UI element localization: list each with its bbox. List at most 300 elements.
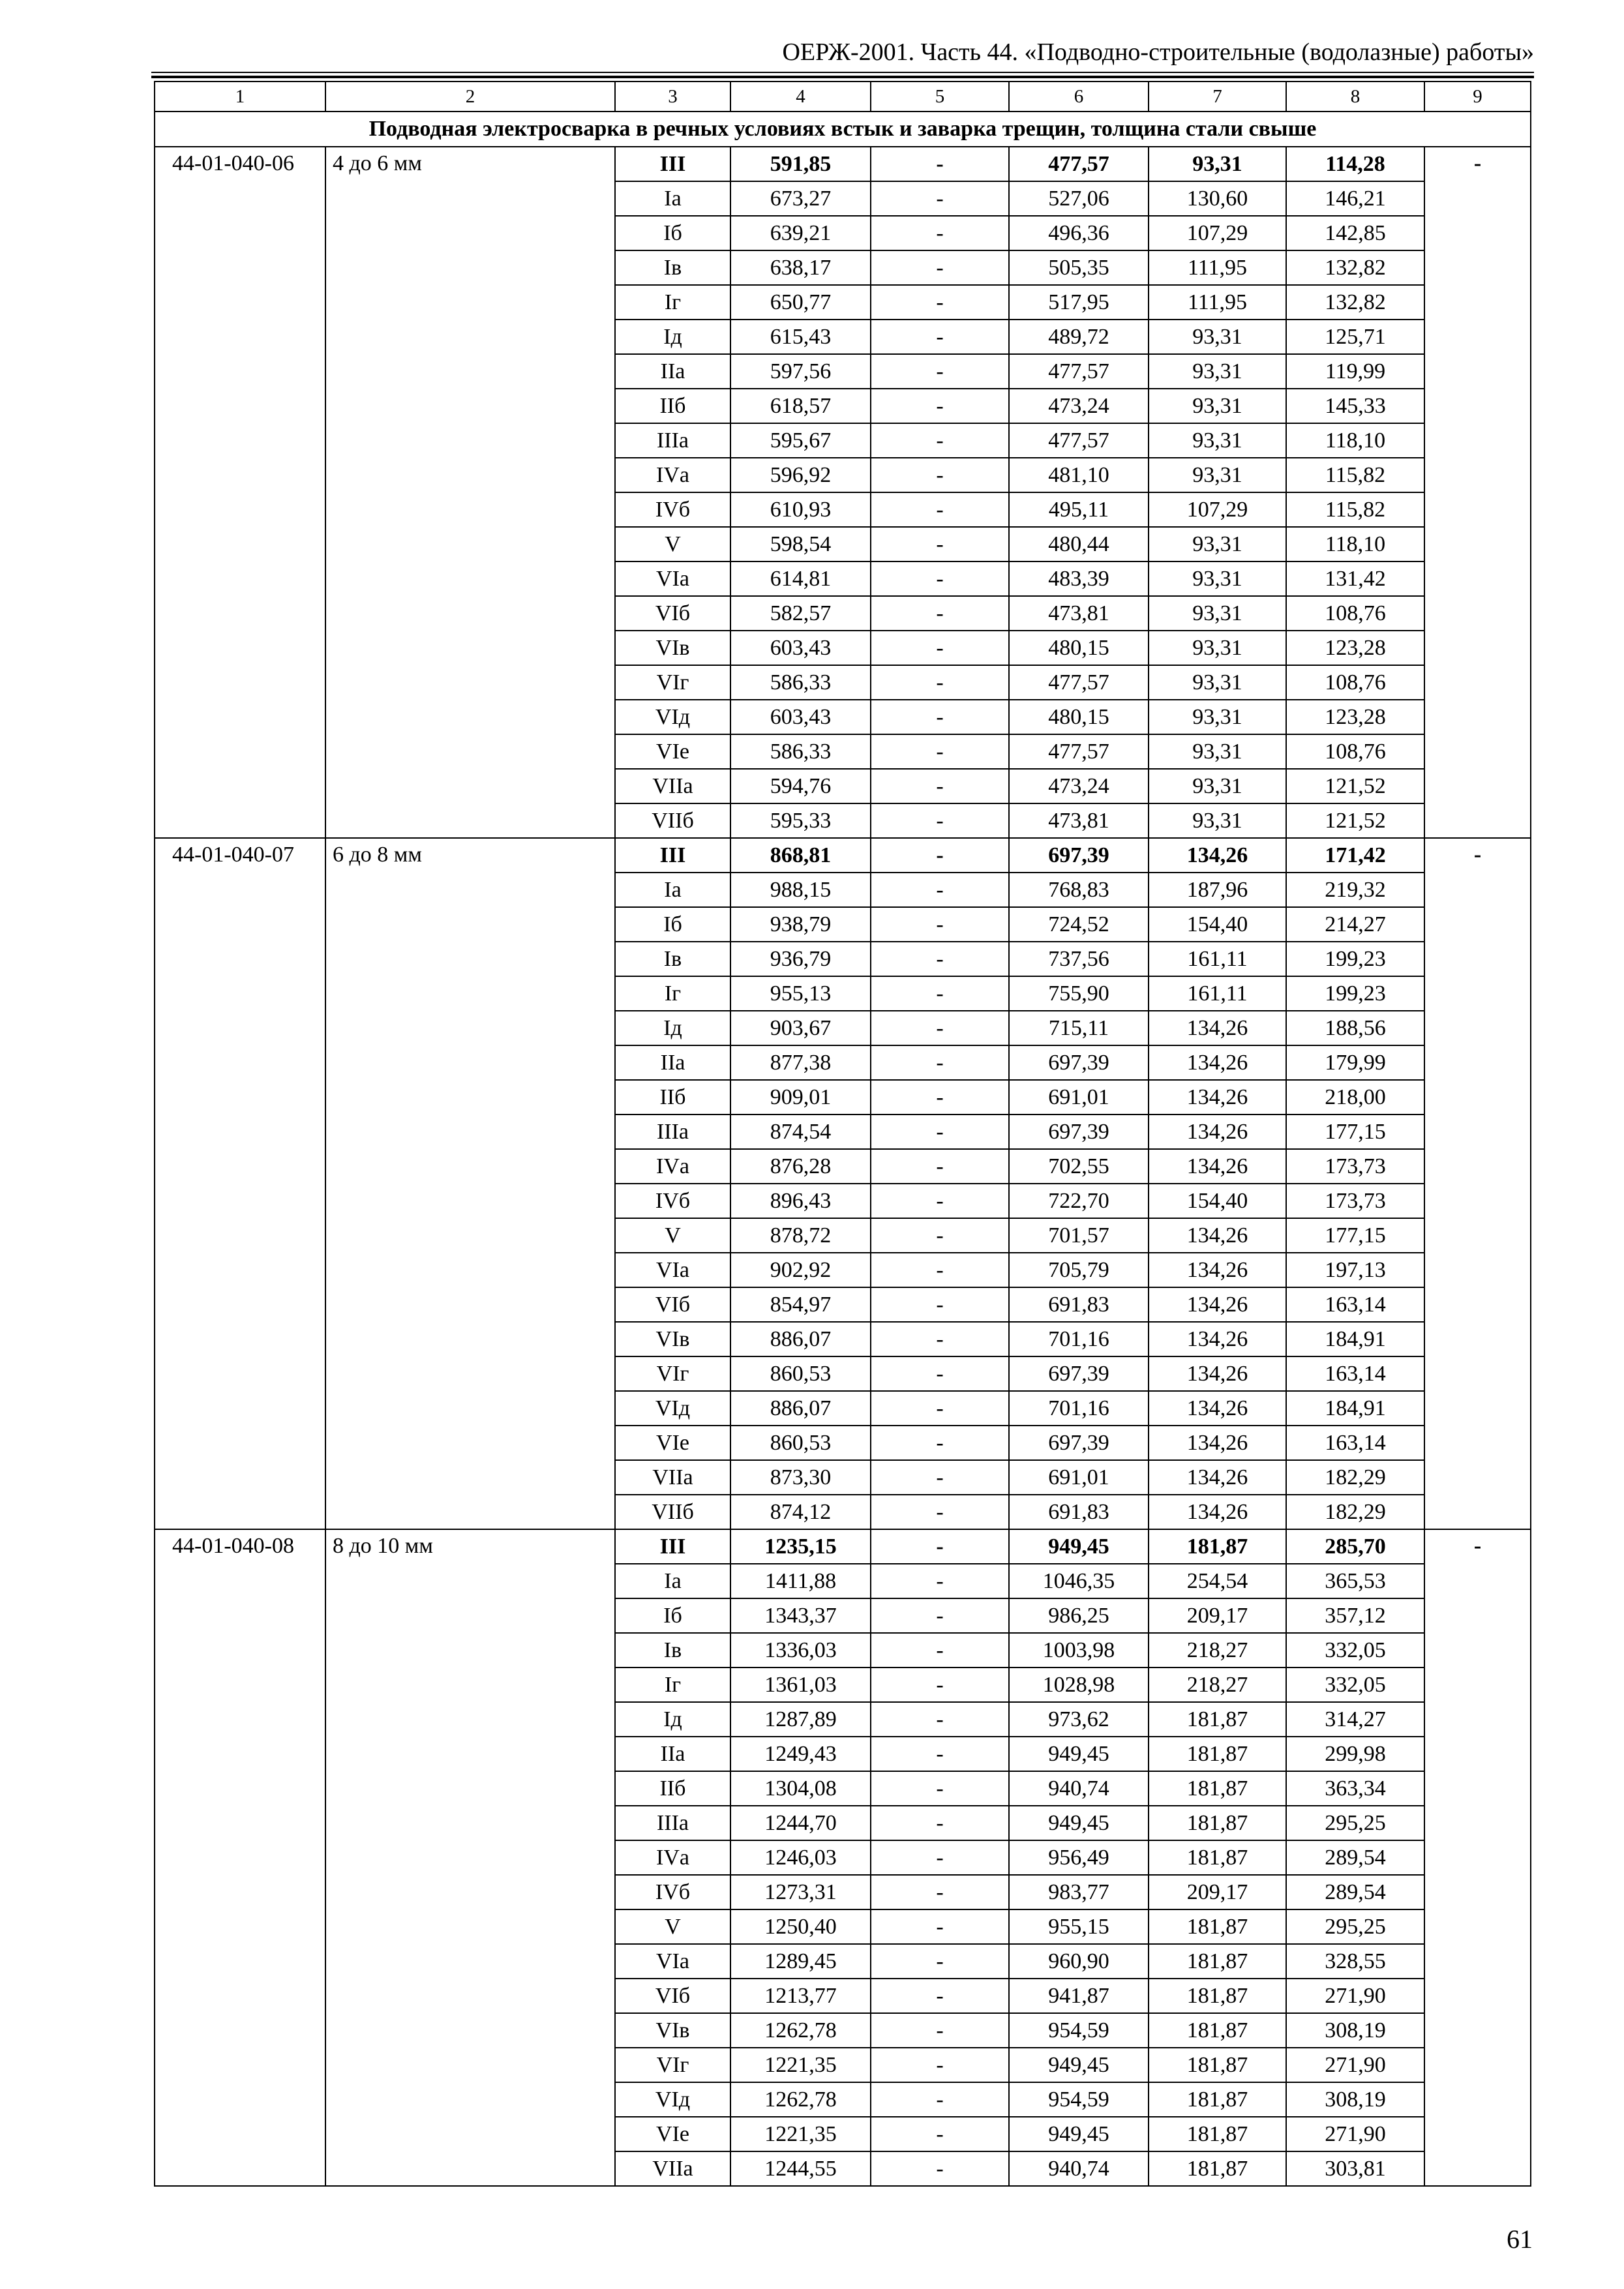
- col8-cell: 188,56: [1286, 1011, 1424, 1045]
- header-rule-thick: [151, 76, 1534, 78]
- zone-cell: III: [615, 147, 730, 181]
- col5-cell: -: [871, 1668, 1009, 1702]
- col8-cell: 214,27: [1286, 907, 1424, 942]
- col5-cell: -: [871, 1737, 1009, 1771]
- column-number: 4: [730, 82, 871, 112]
- norm-description: 8 до 10 мм: [325, 1529, 615, 2186]
- zone-cell: Iб: [615, 1598, 730, 1633]
- total-cost-cell: 1246,03: [730, 1840, 871, 1875]
- col7-cell: 93,31: [1149, 631, 1286, 665]
- col8-cell: 271,90: [1286, 2048, 1424, 2082]
- col8-cell: 108,76: [1286, 596, 1424, 631]
- zone-cell: IVа: [615, 458, 730, 492]
- col5-cell: -: [871, 1391, 1009, 1426]
- total-cost-cell: 586,33: [730, 734, 871, 769]
- col7-cell: 209,17: [1149, 1875, 1286, 1909]
- zone-cell: IVб: [615, 1875, 730, 1909]
- col5-cell: -: [871, 942, 1009, 976]
- col7-cell: 93,31: [1149, 320, 1286, 354]
- col8-cell: 199,23: [1286, 976, 1424, 1011]
- col6-cell: 973,62: [1009, 1702, 1149, 1737]
- total-cost-cell: 1221,35: [730, 2048, 871, 2082]
- zone-cell: VIа: [615, 1944, 730, 1979]
- col5-cell: -: [871, 1287, 1009, 1322]
- col7-cell: 134,26: [1149, 1356, 1286, 1391]
- col6-cell: 1028,98: [1009, 1668, 1149, 1702]
- col5-cell: -: [871, 1771, 1009, 1806]
- col6-cell: 755,90: [1009, 976, 1149, 1011]
- col5-cell: -: [871, 631, 1009, 665]
- col7-cell: 154,40: [1149, 1184, 1286, 1218]
- zone-cell: VIа: [615, 561, 730, 596]
- col7-cell: 93,31: [1149, 458, 1286, 492]
- col8-cell: 145,33: [1286, 389, 1424, 423]
- col5-cell: -: [871, 1633, 1009, 1668]
- col7-cell: 181,87: [1149, 1909, 1286, 1944]
- col8-cell: 125,71: [1286, 320, 1424, 354]
- col5-cell: -: [871, 873, 1009, 907]
- col5-cell: -: [871, 285, 1009, 320]
- zone-cell: Iв: [615, 942, 730, 976]
- col7-cell: 93,31: [1149, 734, 1286, 769]
- total-cost-cell: 873,30: [730, 1460, 871, 1495]
- total-cost-cell: 1336,03: [730, 1633, 871, 1668]
- col8-cell: 123,28: [1286, 631, 1424, 665]
- col5-cell: -: [871, 492, 1009, 527]
- column-number: 1: [155, 82, 325, 112]
- col8-cell: 199,23: [1286, 942, 1424, 976]
- total-cost-cell: 673,27: [730, 181, 871, 216]
- zone-cell: III: [615, 838, 730, 873]
- col5-cell: -: [871, 2013, 1009, 2048]
- col6-cell: 701,57: [1009, 1218, 1149, 1253]
- col7-cell: 93,31: [1149, 389, 1286, 423]
- total-cost-cell: 603,43: [730, 631, 871, 665]
- page-header: [151, 34, 1534, 73]
- col7-cell: 93,31: [1149, 665, 1286, 700]
- col5-cell: -: [871, 803, 1009, 838]
- zone-cell: IIб: [615, 1771, 730, 1806]
- zone-cell: VIд: [615, 2082, 730, 2117]
- col6-cell: 955,15: [1009, 1909, 1149, 1944]
- col5-cell: -: [871, 1495, 1009, 1529]
- col6-cell: 477,57: [1009, 423, 1149, 458]
- col8-cell: 173,73: [1286, 1184, 1424, 1218]
- total-cost-cell: 1273,31: [730, 1875, 871, 1909]
- col5-cell: -: [871, 665, 1009, 700]
- col6-cell: 949,45: [1009, 2117, 1149, 2151]
- col5-cell: -: [871, 734, 1009, 769]
- norm-code: 44-01-040-07: [155, 838, 325, 1529]
- header-rule: [151, 72, 1534, 73]
- zone-cell: VIIб: [615, 1495, 730, 1529]
- total-cost-cell: 1244,55: [730, 2151, 871, 2186]
- col8-cell: 328,55: [1286, 1944, 1424, 1979]
- total-cost-cell: 610,93: [730, 492, 871, 527]
- col8-cell: 363,34: [1286, 1771, 1424, 1806]
- zone-cell: VIб: [615, 596, 730, 631]
- page-number: 61: [1507, 2224, 1533, 2254]
- total-cost-cell: 1411,88: [730, 1564, 871, 1598]
- col6-cell: 691,83: [1009, 1287, 1149, 1322]
- col7-cell: 181,87: [1149, 1771, 1286, 1806]
- col7-cell: 134,26: [1149, 1080, 1286, 1115]
- col6-cell: 954,59: [1009, 2082, 1149, 2117]
- col6-cell: 473,24: [1009, 389, 1149, 423]
- col9-cell: -: [1424, 1529, 1531, 2186]
- total-cost-cell: 597,56: [730, 354, 871, 389]
- zone-cell: VIIа: [615, 1460, 730, 1495]
- table-row-base: [155, 147, 1531, 181]
- col6-cell: 940,74: [1009, 2151, 1149, 2186]
- col5-cell: -: [871, 1598, 1009, 1633]
- total-cost-cell: 1262,78: [730, 2082, 871, 2117]
- zone-cell: VIд: [615, 1391, 730, 1426]
- total-cost-cell: 878,72: [730, 1218, 871, 1253]
- col6-cell: 715,11: [1009, 1011, 1149, 1045]
- col7-cell: 111,95: [1149, 285, 1286, 320]
- col6-cell: 705,79: [1009, 1253, 1149, 1287]
- col6-cell: 691,01: [1009, 1460, 1149, 1495]
- total-cost-cell: 902,92: [730, 1253, 871, 1287]
- col6-cell: 986,25: [1009, 1598, 1149, 1633]
- col5-cell: -: [871, 1218, 1009, 1253]
- total-cost-cell: 868,81: [730, 838, 871, 873]
- col7-cell: 218,27: [1149, 1633, 1286, 1668]
- total-cost-cell: 595,33: [730, 803, 871, 838]
- col8-cell: 115,82: [1286, 492, 1424, 527]
- col5-cell: -: [871, 1460, 1009, 1495]
- col7-cell: 134,26: [1149, 1045, 1286, 1080]
- col8-cell: 184,91: [1286, 1391, 1424, 1426]
- col6-cell: 722,70: [1009, 1184, 1149, 1218]
- col7-cell: 93,31: [1149, 423, 1286, 458]
- col5-cell: -: [871, 1080, 1009, 1115]
- col6-cell: 527,06: [1009, 181, 1149, 216]
- col8-cell: 163,14: [1286, 1287, 1424, 1322]
- zone-cell: Iд: [615, 320, 730, 354]
- col7-cell: 134,26: [1149, 1253, 1286, 1287]
- zone-cell: V: [615, 1909, 730, 1944]
- col8-cell: 115,82: [1286, 458, 1424, 492]
- col8-cell: 132,82: [1286, 250, 1424, 285]
- total-cost-cell: 1361,03: [730, 1668, 871, 1702]
- col6-cell: 949,45: [1009, 1529, 1149, 1564]
- total-cost-cell: 650,77: [730, 285, 871, 320]
- total-cost-cell: 596,92: [730, 458, 871, 492]
- total-cost-cell: 598,54: [730, 527, 871, 561]
- col6-cell: 473,24: [1009, 769, 1149, 803]
- col5-cell: -: [871, 1011, 1009, 1045]
- col5-cell: -: [871, 458, 1009, 492]
- col6-cell: 517,95: [1009, 285, 1149, 320]
- col6-cell: 724,52: [1009, 907, 1149, 942]
- zone-cell: IIб: [615, 1080, 730, 1115]
- col7-cell: 93,31: [1149, 596, 1286, 631]
- document-title: ОЕРЖ-2001. Часть 44. «Подводно-строительные (водолазные) работы»: [782, 38, 1534, 66]
- col7-cell: 111,95: [1149, 250, 1286, 285]
- total-cost-cell: 594,76: [730, 769, 871, 803]
- zone-cell: VIе: [615, 1426, 730, 1460]
- column-number: 9: [1424, 82, 1531, 112]
- col8-cell: 118,10: [1286, 423, 1424, 458]
- column-number: 6: [1009, 82, 1149, 112]
- col7-cell: 181,87: [1149, 1944, 1286, 1979]
- zone-cell: VIв: [615, 2013, 730, 2048]
- norm-code: 44-01-040-06: [155, 147, 325, 838]
- zone-cell: Iб: [615, 216, 730, 250]
- col8-cell: 121,52: [1286, 769, 1424, 803]
- total-cost-cell: 860,53: [730, 1356, 871, 1391]
- col7-cell: 181,87: [1149, 1702, 1286, 1737]
- table-row-base: [155, 1529, 1531, 1564]
- col6-cell: 483,39: [1009, 561, 1149, 596]
- col5-cell: -: [871, 216, 1009, 250]
- col6-cell: 697,39: [1009, 1426, 1149, 1460]
- col8-cell: 131,42: [1286, 561, 1424, 596]
- col7-cell: 107,29: [1149, 216, 1286, 250]
- total-cost-cell: 618,57: [730, 389, 871, 423]
- col6-cell: 701,16: [1009, 1391, 1149, 1426]
- col8-cell: 219,32: [1286, 873, 1424, 907]
- col5-cell: -: [871, 1806, 1009, 1840]
- col7-cell: 93,31: [1149, 769, 1286, 803]
- col5-cell: -: [871, 389, 1009, 423]
- total-cost-cell: 1249,43: [730, 1737, 871, 1771]
- col6-cell: 737,56: [1009, 942, 1149, 976]
- total-cost-cell: 903,67: [730, 1011, 871, 1045]
- zone-cell: VIв: [615, 631, 730, 665]
- col8-cell: 332,05: [1286, 1668, 1424, 1702]
- col8-cell: 177,15: [1286, 1115, 1424, 1149]
- total-cost-cell: 886,07: [730, 1322, 871, 1356]
- total-cost-cell: 886,07: [730, 1391, 871, 1426]
- col6-cell: 691,01: [1009, 1080, 1149, 1115]
- zone-cell: VIа: [615, 1253, 730, 1287]
- col8-cell: 308,19: [1286, 2082, 1424, 2117]
- col5-cell: -: [871, 1840, 1009, 1875]
- col9-cell: -: [1424, 147, 1531, 838]
- total-cost-cell: 1235,15: [730, 1529, 871, 1564]
- zone-cell: III: [615, 1529, 730, 1564]
- col6-cell: 505,35: [1009, 250, 1149, 285]
- col7-cell: 181,87: [1149, 1840, 1286, 1875]
- col6-cell: 701,16: [1009, 1322, 1149, 1356]
- col8-cell: 197,13: [1286, 1253, 1424, 1287]
- col6-cell: 691,83: [1009, 1495, 1149, 1529]
- col8-cell: 119,99: [1286, 354, 1424, 389]
- col8-cell: 299,98: [1286, 1737, 1424, 1771]
- col7-cell: 181,87: [1149, 1979, 1286, 2013]
- col6-cell: 956,49: [1009, 1840, 1149, 1875]
- col6-cell: 949,45: [1009, 2048, 1149, 2082]
- total-cost-cell: 877,38: [730, 1045, 871, 1080]
- column-number: 8: [1286, 82, 1424, 112]
- zone-cell: VIIа: [615, 2151, 730, 2186]
- col6-cell: 960,90: [1009, 1944, 1149, 1979]
- col8-cell: 295,25: [1286, 1806, 1424, 1840]
- total-cost-cell: 595,67: [730, 423, 871, 458]
- col8-cell: 289,54: [1286, 1840, 1424, 1875]
- col7-cell: 134,26: [1149, 1322, 1286, 1356]
- col7-cell: 161,11: [1149, 942, 1286, 976]
- zone-cell: Iг: [615, 1668, 730, 1702]
- total-cost-cell: 909,01: [730, 1080, 871, 1115]
- col7-cell: 218,27: [1149, 1668, 1286, 1702]
- col5-cell: -: [871, 1875, 1009, 1909]
- col7-cell: 134,26: [1149, 1287, 1286, 1322]
- col7-cell: 134,26: [1149, 1460, 1286, 1495]
- col5-cell: -: [871, 838, 1009, 873]
- zone-cell: IVа: [615, 1840, 730, 1875]
- total-cost-cell: 1213,77: [730, 1979, 871, 2013]
- col6-cell: 489,72: [1009, 320, 1149, 354]
- col7-cell: 209,17: [1149, 1598, 1286, 1633]
- col8-cell: 332,05: [1286, 1633, 1424, 1668]
- zone-cell: VIб: [615, 1287, 730, 1322]
- norm-code: 44-01-040-08: [155, 1529, 325, 2186]
- price-table: [154, 81, 1531, 2187]
- total-cost-cell: 1304,08: [730, 1771, 871, 1806]
- col5-cell: -: [871, 1045, 1009, 1080]
- col8-cell: 108,76: [1286, 665, 1424, 700]
- col7-cell: 134,26: [1149, 1495, 1286, 1529]
- col5-cell: -: [871, 769, 1009, 803]
- col6-cell: 477,57: [1009, 354, 1149, 389]
- col7-cell: 134,26: [1149, 1149, 1286, 1184]
- col5-cell: -: [871, 1909, 1009, 1944]
- col8-cell: 365,53: [1286, 1564, 1424, 1598]
- total-cost-cell: 896,43: [730, 1184, 871, 1218]
- col6-cell: 481,10: [1009, 458, 1149, 492]
- total-cost-cell: 591,85: [730, 147, 871, 181]
- col5-cell: -: [871, 181, 1009, 216]
- norm-description: 6 до 8 мм: [325, 838, 615, 1529]
- col8-cell: 123,28: [1286, 700, 1424, 734]
- col6-cell: 495,11: [1009, 492, 1149, 527]
- zone-cell: Iв: [615, 250, 730, 285]
- col5-cell: -: [871, 2048, 1009, 2082]
- total-cost-cell: 639,21: [730, 216, 871, 250]
- zone-cell: Iа: [615, 1564, 730, 1598]
- col7-cell: 181,87: [1149, 2013, 1286, 2048]
- total-cost-cell: 1221,35: [730, 2117, 871, 2151]
- column-number: 2: [325, 82, 615, 112]
- col7-cell: 181,87: [1149, 1737, 1286, 1771]
- zone-cell: VIд: [615, 700, 730, 734]
- col8-cell: 121,52: [1286, 803, 1424, 838]
- column-number: 7: [1149, 82, 1286, 112]
- zone-cell: Iа: [615, 181, 730, 216]
- col6-cell: 983,77: [1009, 1875, 1149, 1909]
- col5-cell: -: [871, 1253, 1009, 1287]
- col5-cell: -: [871, 354, 1009, 389]
- col5-cell: -: [871, 1426, 1009, 1460]
- col7-cell: 181,87: [1149, 2082, 1286, 2117]
- total-cost-cell: 582,57: [730, 596, 871, 631]
- zone-cell: Iг: [615, 285, 730, 320]
- col6-cell: 697,39: [1009, 1356, 1149, 1391]
- total-cost-cell: 638,17: [730, 250, 871, 285]
- zone-cell: VIг: [615, 1356, 730, 1391]
- col6-cell: 941,87: [1009, 1979, 1149, 2013]
- col7-cell: 154,40: [1149, 907, 1286, 942]
- col7-cell: 181,87: [1149, 2048, 1286, 2082]
- col7-cell: 134,26: [1149, 1426, 1286, 1460]
- col5-cell: -: [871, 1322, 1009, 1356]
- col7-cell: 134,26: [1149, 1218, 1286, 1253]
- col5-cell: -: [871, 2151, 1009, 2186]
- col8-cell: 118,10: [1286, 527, 1424, 561]
- total-cost-cell: 614,81: [730, 561, 871, 596]
- col5-cell: -: [871, 976, 1009, 1011]
- zone-cell: Iа: [615, 873, 730, 907]
- zone-cell: IVб: [615, 1184, 730, 1218]
- col8-cell: 114,28: [1286, 147, 1424, 181]
- col8-cell: 182,29: [1286, 1495, 1424, 1529]
- col5-cell: -: [871, 147, 1009, 181]
- col7-cell: 93,31: [1149, 527, 1286, 561]
- col5-cell: -: [871, 1979, 1009, 2013]
- column-number: 3: [615, 82, 730, 112]
- total-cost-cell: 874,54: [730, 1115, 871, 1149]
- total-cost-cell: 955,13: [730, 976, 871, 1011]
- col6-cell: 1003,98: [1009, 1633, 1149, 1668]
- col5-cell: -: [871, 1529, 1009, 1564]
- col8-cell: 314,27: [1286, 1702, 1424, 1737]
- col6-cell: 1046,35: [1009, 1564, 1149, 1598]
- col5-cell: -: [871, 561, 1009, 596]
- col7-cell: 93,31: [1149, 354, 1286, 389]
- col8-cell: 108,76: [1286, 734, 1424, 769]
- col6-cell: 702,55: [1009, 1149, 1149, 1184]
- col6-cell: 473,81: [1009, 803, 1149, 838]
- total-cost-cell: 1262,78: [730, 2013, 871, 2048]
- total-cost-cell: 1250,40: [730, 1909, 871, 1944]
- col9-cell: -: [1424, 838, 1531, 1529]
- col8-cell: 357,12: [1286, 1598, 1424, 1633]
- col6-cell: 477,57: [1009, 147, 1149, 181]
- zone-cell: V: [615, 1218, 730, 1253]
- col6-cell: 473,81: [1009, 596, 1149, 631]
- col7-cell: 134,26: [1149, 838, 1286, 873]
- zone-cell: VIг: [615, 2048, 730, 2082]
- col5-cell: -: [871, 907, 1009, 942]
- col8-cell: 271,90: [1286, 2117, 1424, 2151]
- col8-cell: 171,42: [1286, 838, 1424, 873]
- section-header-row: [155, 112, 1531, 147]
- col5-cell: -: [871, 1702, 1009, 1737]
- section-title: Подводная электросварка в речных условиях встык и заварка трещин, толщина стали свыше: [155, 112, 1531, 147]
- col8-cell: 163,14: [1286, 1356, 1424, 1391]
- col5-cell: -: [871, 700, 1009, 734]
- total-cost-cell: 1289,45: [730, 1944, 871, 1979]
- col6-cell: 496,36: [1009, 216, 1149, 250]
- zone-cell: Iг: [615, 976, 730, 1011]
- col7-cell: 93,31: [1149, 803, 1286, 838]
- total-cost-cell: 1244,70: [730, 1806, 871, 1840]
- col8-cell: 182,29: [1286, 1460, 1424, 1495]
- col8-cell: 177,15: [1286, 1218, 1424, 1253]
- zone-cell: IIа: [615, 1737, 730, 1771]
- col5-cell: -: [871, 2117, 1009, 2151]
- col5-cell: -: [871, 423, 1009, 458]
- col7-cell: 181,87: [1149, 2117, 1286, 2151]
- total-cost-cell: 936,79: [730, 942, 871, 976]
- zone-cell: IIIа: [615, 423, 730, 458]
- col6-cell: 949,45: [1009, 1737, 1149, 1771]
- col8-cell: 303,81: [1286, 2151, 1424, 2186]
